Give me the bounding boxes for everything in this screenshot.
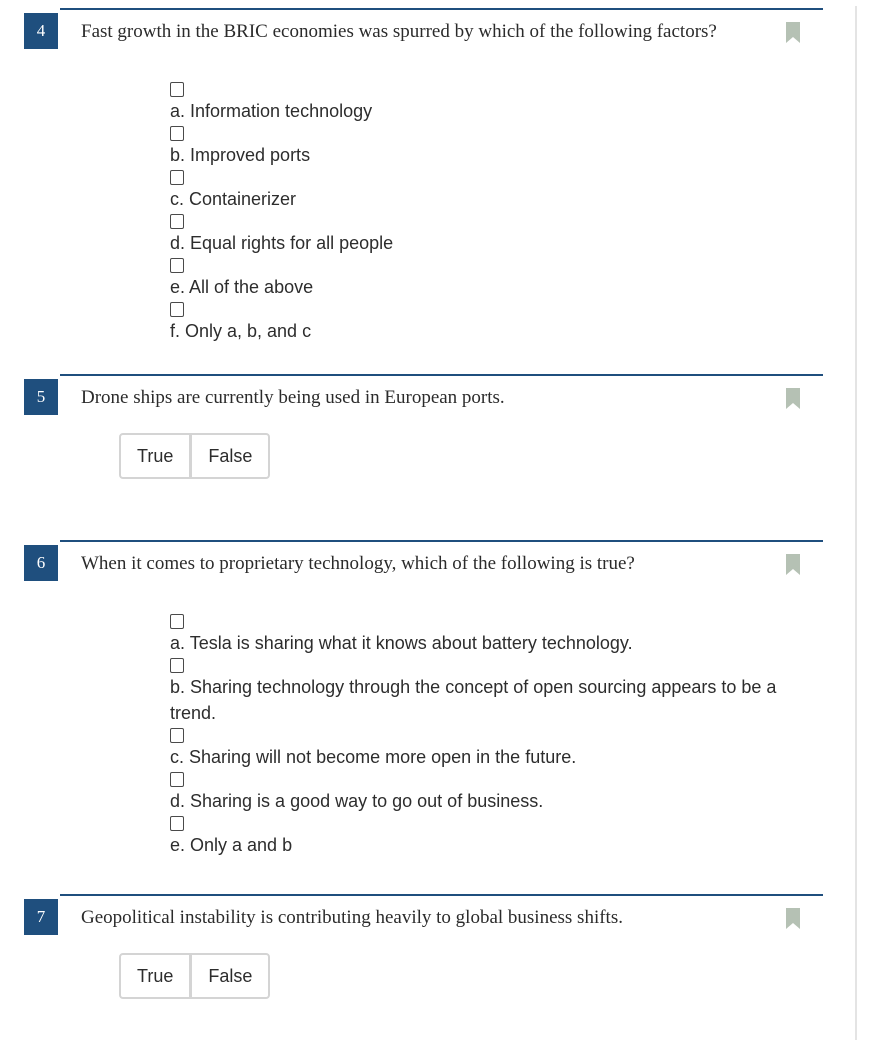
true-false-toggle	[119, 953, 270, 999]
checkbox-icon[interactable]	[170, 82, 184, 97]
answer-options	[170, 80, 393, 344]
true-button[interactable]: True	[137, 446, 174, 466]
checkbox-icon[interactable]	[170, 258, 184, 273]
question-number: 5	[24, 379, 58, 415]
checkbox-icon[interactable]	[170, 658, 184, 673]
false-button[interactable]: False	[208, 446, 253, 466]
checkbox-icon[interactable]	[170, 214, 184, 229]
option-b[interactable]: b. Improved ports	[170, 124, 393, 168]
question-number: 7	[24, 899, 58, 935]
option-e[interactable]: e. All of the above	[170, 256, 393, 300]
question-divider	[60, 8, 823, 10]
option-f[interactable]: f. Only a, b, and c	[170, 300, 393, 344]
question-number: 6	[24, 545, 58, 581]
question-divider	[60, 374, 823, 376]
question-text: Geopolitical instability is contributing heavily to global business shifts.	[81, 907, 623, 928]
bookmark-icon[interactable]	[786, 908, 800, 929]
checkbox-icon[interactable]	[170, 772, 184, 787]
checkbox-icon[interactable]	[170, 728, 184, 743]
option-d[interactable]: d. Sharing is a good way to go out of business.	[170, 770, 798, 814]
bookmark-icon[interactable]	[786, 554, 800, 575]
option-e[interactable]: e. Only a and b	[170, 814, 798, 858]
question-text: Drone ships are currently being used in European ports.	[81, 387, 505, 408]
true-false-toggle	[119, 433, 270, 479]
option-c[interactable]: c. Sharing will not become more open in the future.	[170, 726, 798, 770]
checkbox-icon[interactable]	[170, 302, 184, 317]
option-a[interactable]: a. Tesla is sharing what it knows about battery technology.	[170, 612, 798, 656]
true-button[interactable]: True	[137, 966, 174, 986]
answer-options	[170, 612, 798, 858]
question-text: Fast growth in the BRIC economies was spurred by which of the following factors?	[81, 21, 717, 42]
bookmark-icon[interactable]	[786, 22, 800, 43]
bookmark-icon[interactable]	[786, 388, 800, 409]
false-button[interactable]: False	[208, 966, 253, 986]
scrollbar-track[interactable]	[855, 6, 857, 1040]
checkbox-icon[interactable]	[170, 126, 184, 141]
checkbox-icon[interactable]	[170, 816, 184, 831]
question-divider	[60, 894, 823, 896]
option-d[interactable]: d. Equal rights for all people	[170, 212, 393, 256]
checkbox-icon[interactable]	[170, 614, 184, 629]
option-b[interactable]: b. Sharing technology through the concept of open sourcing appears to be a trend.	[170, 656, 798, 726]
question-divider	[60, 540, 823, 542]
option-c[interactable]: c. Containerizer	[170, 168, 393, 212]
question-text: When it comes to proprietary technology, which of the following is true?	[81, 553, 635, 574]
question-number: 4	[24, 13, 58, 49]
option-a[interactable]: a. Information technology	[170, 80, 393, 124]
checkbox-icon[interactable]	[170, 170, 184, 185]
